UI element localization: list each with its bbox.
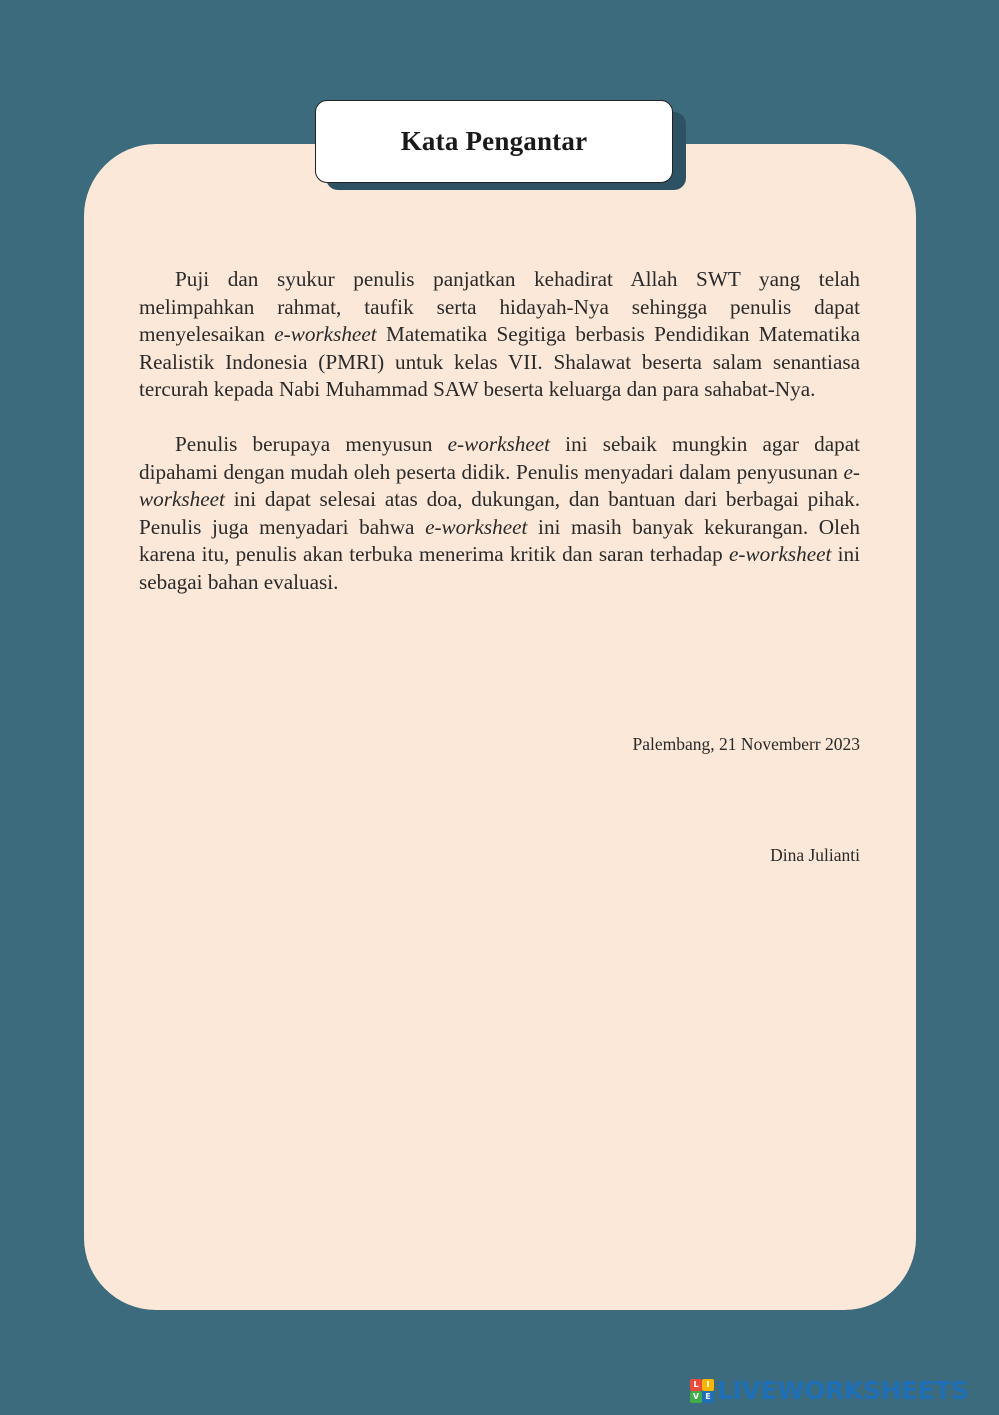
paragraph-2: Penulis berupaya menyusun e-worksheet ini sebaik mungkin agar dapat dipahami dengan mudah oleh peserta didik. Penulis menyadari dalam penyusunan e-worksheet ini dapat selesai atas doa, dukungan, dan bantuan dari berbagai pihak. Penulis juga menyadari bahwa e-worksheet ini masih banyak kekurangan. Oleh karena itu, penulis akan terbuka menerima kritik dan saran terhadap e-worksheet ini sebagai bahan evaluasi. xyxy=(139,431,861,594)
logo-letter: L xyxy=(690,1379,702,1391)
liveworksheets-logo-icon xyxy=(690,1379,714,1403)
logo-letter: E xyxy=(702,1391,714,1403)
title-box xyxy=(315,100,673,183)
logo-letter: V xyxy=(690,1391,702,1403)
liveworksheets-brand[interactable] xyxy=(690,1376,969,1405)
signer-name: Dina Julianti xyxy=(770,845,860,865)
brand-name: LIVEWORKSHEETS xyxy=(717,1376,969,1405)
logo-letter: I xyxy=(702,1379,714,1391)
page-title: Kata Pengantar xyxy=(400,126,588,156)
body-text xyxy=(139,266,860,597)
place-date: Palembang, 21 Novemberr 2023 xyxy=(632,734,860,754)
paragraph-1: Puji dan syukur penulis panjatkan kehadirat Allah SWT yang telah melimpahkan rahmat, taufik serta hidayah-Nya sehingga penulis dapat menyelesaikan e-worksheet Matematika Segitiga berbasis Pendidikan Matematika Realistik Indonesia (PMRI) untuk kelas VII. Shalawat beserta salam senantiasa tercurah kepada Nabi Muhammad SAW beserta keluarga dan para sahabat-Nya. xyxy=(139,267,860,402)
